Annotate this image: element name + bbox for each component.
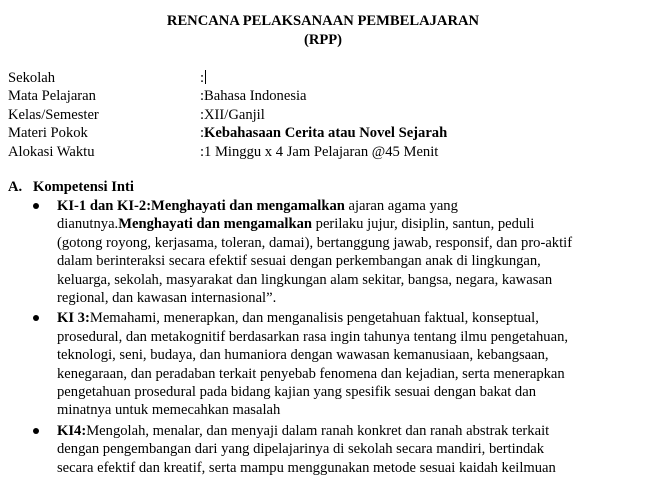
info-label: Kelas/Semester xyxy=(8,106,99,123)
info-value[interactable] xyxy=(204,69,206,87)
info-value: XII/Ganjil xyxy=(204,106,265,123)
document-title: RENCANA PELAKSANAAN PEMBELAJARAN xyxy=(166,13,480,29)
info-row-mata-pelajaran: Mata Pelajaran : Bahasa Indonesia xyxy=(8,88,307,105)
section-heading xyxy=(8,178,134,196)
bullet-icon xyxy=(33,203,39,209)
text-cursor xyxy=(205,70,206,84)
bullet-icon xyxy=(33,428,39,434)
info-row-sekolah: Sekolah : xyxy=(8,70,205,86)
ki-heading: KI-1 dan KI-2:Menghayati dan mengamalkan xyxy=(57,198,345,214)
kompetensi-list xyxy=(57,197,617,479)
ki-heading: KI 3: xyxy=(57,310,90,327)
identity-table xyxy=(8,69,447,161)
section-letter: A. xyxy=(8,179,23,195)
info-value: 1 Minggu x 4 Jam Pelajaran @45 Menit xyxy=(204,143,439,160)
info-label: Alokasi Waktu xyxy=(8,143,95,160)
info-label: Materi Pokok xyxy=(8,125,88,142)
document-subtitle: (RPP) xyxy=(303,32,343,48)
info-row-alokasi-waktu: Alokasi Waktu : 1 Minggu x 4 Jam Pelajaran @45 Menit xyxy=(8,143,439,160)
list-item-ki3: KI 3:Memahami, menerapkan, dan menganalisis pengetahuan faktual, konseptual, prosedural, dan metakognitif berdasarkan rasa ingin tahunya tentang ilmu pengetahuan, teknologi, seni, budaya, dan humaniora dengan wawasan kemanusiaan, kebangsaan, kenegaraan, dan peradaban terkait penyebab fenomena dan kejadian, serta menerapkan pengetahuan prosedural pada bidang kajian yang spesifik sesuai dengan bakat dan minatnya untuk memecahkan masalah xyxy=(57,309,617,419)
info-value: Bahasa Indonesia xyxy=(204,88,307,105)
list-item-ki4: KI4:Mengolah, menalar, dan menyaji dalam ranah konkret dan ranah abstrak terkait dengan pengembangan dari yang dipelajarinya di sekolah secara mandiri, bertindak secara efektif dan kreatif, serta mampu menggunakan metode sesuai kaidah keilmuan xyxy=(57,422,617,477)
info-row-materi-pokok: Materi Pokok : Kebahasaan Cerita atau Novel Sejarah xyxy=(8,125,448,142)
section-title: Kompetensi Inti xyxy=(33,179,134,195)
list-item-ki1: KI-1 dan KI-2:Menghayati dan mengamalkan ajaran agama yang dianutnya.Menghayati dan mengamalkan perilaku jujur, disiplin, santun, peduli (gotong royong, kerjasama, toleran, damai), bertanggung jawab, responsif, dan pro-aktif dalam berinteraksi secara efektif sesuai dengan perkembangan anak di lingkungan, keluarga, sekolah, masyarakat dan lingkungan alam sekitar, bangsa, negara, kawasan regional, dan kawasan internasional”. xyxy=(57,197,617,307)
info-label: Sekolah xyxy=(8,70,56,86)
info-value: Kebahasaan Cerita atau Novel Sejarah xyxy=(204,125,448,142)
ki-heading: KI4: xyxy=(57,422,87,439)
bullet-icon xyxy=(33,315,39,321)
info-row-kelas-semester: Kelas/Semester : XII/Ganjil xyxy=(8,106,265,123)
info-label: Mata Pelajaran xyxy=(8,88,96,105)
